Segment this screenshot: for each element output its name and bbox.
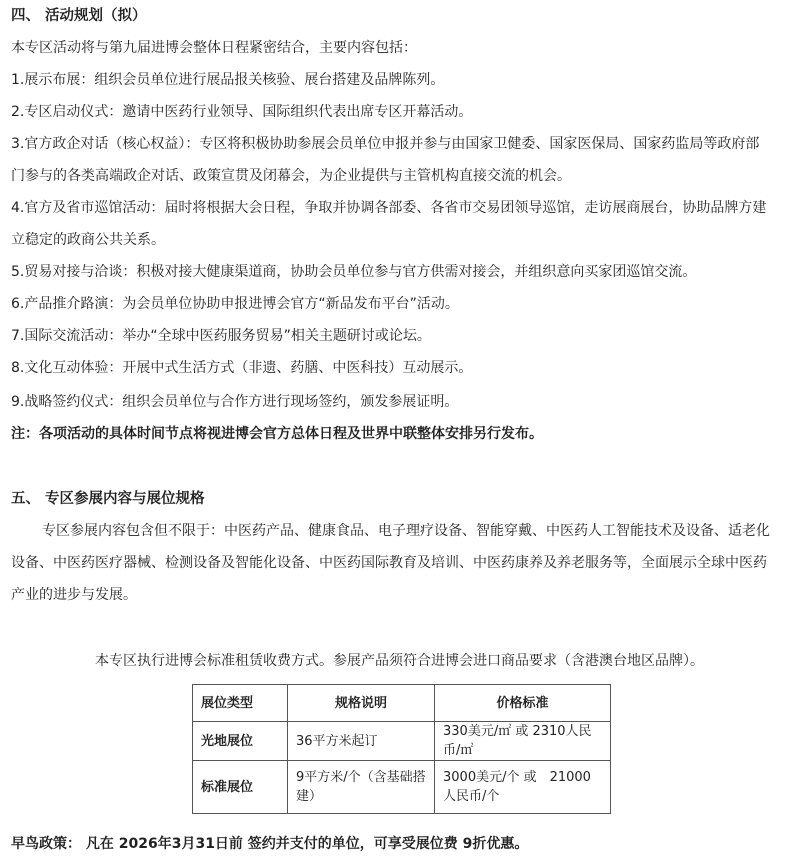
activity-item-2: 2.专区启动仪式：邀请中医药行业领导、国际组织代表出席专区开幕活动。	[11, 104, 473, 120]
section5-para-line-2: 设备、中医药医疗器械、检测设备及智能化设备、中医药国际教育及培训、中医药康养及养老服务等，全面展示全球中医药	[11, 555, 767, 571]
section5-para-line-3: 产业的进步与发展。	[11, 587, 137, 603]
early-bird-policy: 早鸟政策： 凡在 2026年3月31日前 签约并支付的单位，可享受展位费 9折优惠。	[11, 836, 529, 852]
activity-item-9: 9.战略签约仪式：组织会员单位与合作方进行现场签约，颁发参展证明。	[11, 394, 459, 410]
activity-item-3-cont: 门参与的各类高端政企对话、政策宣贯及闭幕会，为企业提供与主管机构直接交流的机会。	[11, 168, 571, 184]
activity-item-5: 5.贸易对接与洽谈：积极对接大健康渠道商，协助会员单位参与官方供需对接会，并组织意向买家团巡馆交流。	[11, 264, 697, 280]
table-row	[193, 722, 611, 761]
table-row	[193, 761, 611, 814]
activity-item-3: 3.官方政企对话（核心权益）：专区将积极协助参展会员单位申报并参与由国家卫健委、国家医保局、国家药监局等政府部	[11, 136, 760, 152]
row-booth-type: 光地展位	[193, 722, 288, 761]
activity-item-4-cont: 立稳定的政商公共关系。	[11, 232, 165, 248]
row-booth-type: 标准展位	[193, 761, 288, 814]
activity-item-7: 7.国际交流活动：举办“全球中医药服务贸易”相关主题研讨或论坛。	[11, 328, 431, 344]
activity-note: 注：各项活动的具体时间节点将视进博会官方总体日程及世界中联整体安排另行发布。	[11, 426, 543, 442]
section4-intro: 本专区活动将与第九届进博会整体日程紧密结合，主要内容包括：	[11, 40, 417, 56]
header-spec: 规格说明	[288, 685, 435, 722]
fee-note: 本专区执行进博会标准租赁收费方式。参展产品须符合进博会进口商品要求（含港澳台地区品牌）。	[95, 653, 704, 669]
row-spec: 9平方米/个（含基础搭建）	[288, 761, 435, 814]
header-price: 价格标准	[435, 685, 611, 722]
activity-item-6: 6.产品推介路演：为会员单位协助申报进博会官方“新品发布平台”活动。	[11, 296, 459, 312]
section4-heading: 四、 活动规划（拟）	[11, 8, 147, 24]
activity-item-8: 8.文化互动体验：开展中式生活方式（非遗、药膳、中医科技）互动展示。	[11, 360, 473, 376]
row-price: 330美元/㎡ 或 2310人民币/㎡	[435, 722, 611, 761]
row-spec: 36平方米起订	[288, 722, 435, 761]
table-header-row	[193, 685, 611, 722]
header-booth-type: 展位类型	[193, 685, 288, 722]
row-price: 3000美元/个 或 21000人民币/个	[435, 761, 611, 814]
section5-heading: 五、 专区参展内容与展位规格	[11, 491, 205, 507]
booth-fee-table	[192, 684, 611, 814]
section5-para-line-1: 专区参展内容包含但不限于：中医药产品、健康食品、电子理疗设备、智能穿戴、中医药人工智能技术及设备、适老化	[42, 523, 770, 539]
activity-item-4: 4.官方及省市巡馆活动：届时将根据大会日程，争取并协调各部委、各省市交易团领导巡馆，走访展商展台，协助品牌方建	[11, 200, 767, 216]
activity-item-1: 1.展示布展：组织会员单位进行展品报关核验、展台搭建及品牌陈列。	[11, 72, 445, 88]
